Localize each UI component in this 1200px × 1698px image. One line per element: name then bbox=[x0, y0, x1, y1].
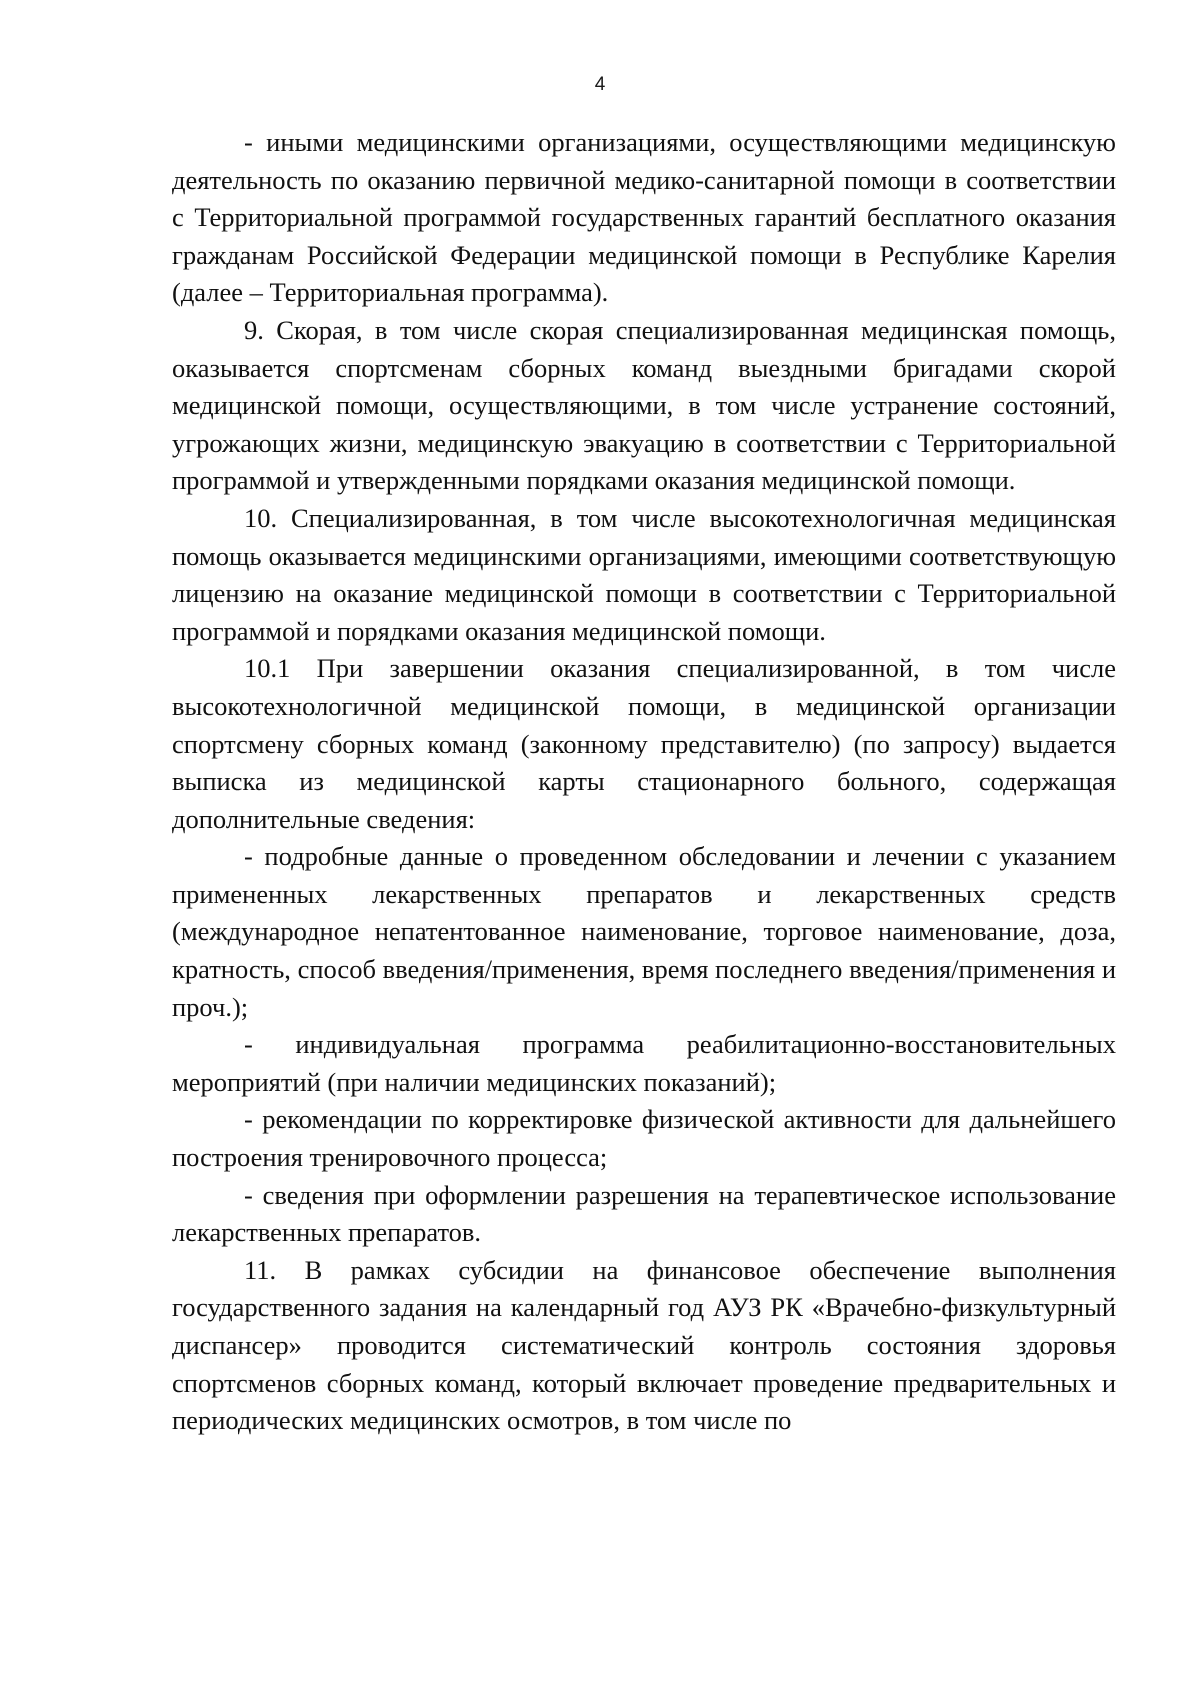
list-item-treatment-details: - подробные данные о проведенном обследовании и лечении с указанием примененных лекарственных препаратов и лекарственных средств (международное непатентованное наименование, торговое наименование, доза, кратность, способ введения/применения, время последнего введения/применения и проч.); bbox=[172, 841, 1116, 1022]
paragraph-other-medical-organizations: - иными медицинскими организациями, осуществляющими медицинскую деятельность по оказанию первичной медико-санитарной помощи в соответствии с Территориальной программой государственных гарантий бесплатного оказания гражданам Российской Федерации медицинской помощи в Республике Карелия (далее – Территориальная программа). bbox=[172, 127, 1116, 308]
paragraph-10-1-discharge-summary: 10.1 При завершении оказания специализированной, в том числе высокотехнологичной медицинской помощи, в медицинской организации спортсмену сборных команд (законному представителю) (по запросу) выдается выписка из медицинской карты стационарного больного, содержащая дополнительные сведения: bbox=[172, 653, 1116, 834]
paragraph-10-specialized-care: 10. Специализированная, в том числе высокотехнологичная медицинская помощь оказывается медицинскими организациями, имеющими соответствующую лицензию на оказание медицинской помощи в соответствии с Территориальной программой и порядками оказания медицинской помощи. bbox=[172, 502, 1116, 646]
list-item-activity-recommendations: - рекомендации по корректировке физической активности для дальнейшего построения тренировочного процесса; bbox=[172, 1104, 1116, 1173]
page-number: 4 bbox=[594, 74, 606, 95]
document-body bbox=[172, 124, 1116, 1440]
paragraph-9-emergency-care: 9. Скорая, в том числе скорая специализированная медицинская помощь, оказывается спортсменам сборных команд выездными бригадами скорой медицинской помощи, осуществляющими, в том числе устранение состояний, угрожающих жизни, медицинскую эвакуацию в соответствии с Территориальной программой и утвержденными порядками оказания медицинской помощи. bbox=[172, 314, 1116, 496]
paragraph-11-health-monitoring: 11. В рамках субсидии на финансовое обеспечение выполнения государственного задания на календарный год АУЗ РК «Врачебно-физкультурный диспансер» проводится систематический контроль состояния здоровья спортсменов сборных команд, который включает проведение предварительных и периодических медицинских осмотров, в том числе по bbox=[172, 1254, 1116, 1436]
list-item-therapeutic-use-info: - сведения при оформлении разрешения на терапевтическое использование лекарственных препаратов. bbox=[172, 1179, 1116, 1248]
list-item-rehabilitation-program: - индивидуальная программа реабилитационно-восстановительных мероприятий (при наличии медицинских показаний); bbox=[172, 1029, 1116, 1097]
